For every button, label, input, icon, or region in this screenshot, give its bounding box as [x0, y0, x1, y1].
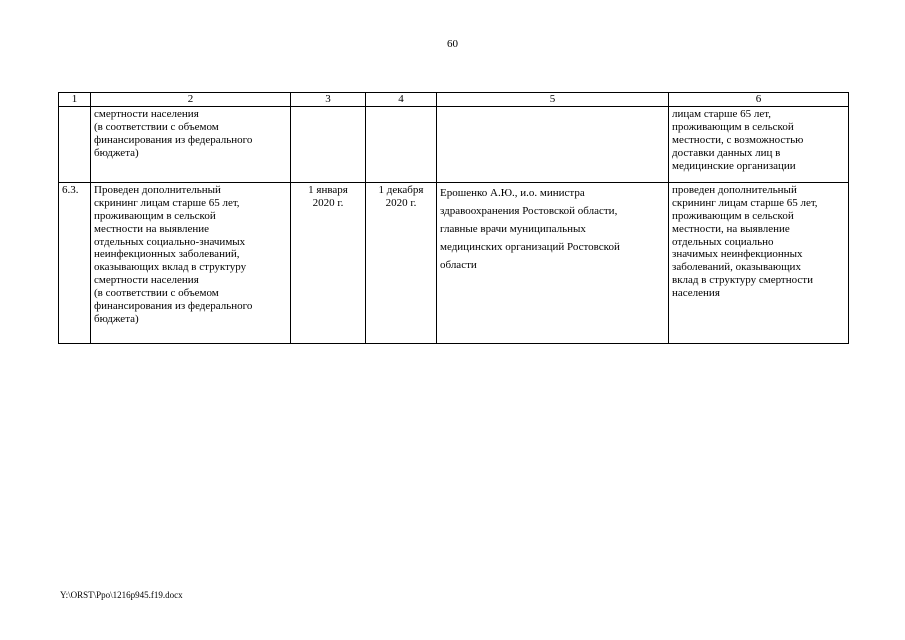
start-date-cell: [291, 106, 366, 182]
header-cell: 5: [437, 93, 669, 107]
event-cell: Проведен дополнительный скрининг лицам старше 65 лет, проживающим в сельской местности на выявление отдельных социально-значимых неинфекционных заболеваний, оказывающих вклад в структуру смертности населения (в соответствии с объемом финансирования из федерального бюджета): [91, 182, 291, 343]
header-cell: 3: [291, 93, 366, 107]
result-cell: лицам старше 65 лет, проживающим в сельской местности, с возможностью доставки данных лиц в медицинские организации: [669, 106, 849, 182]
table-header-row: [59, 93, 849, 107]
start-date-cell: 1 января 2020 г.: [291, 182, 366, 343]
file-path-footer: Y:\ORST\Ppo\1216p945.f19.docx: [60, 590, 183, 600]
end-date-cell: 1 декабря 2020 г.: [366, 182, 437, 343]
header-cell: 4: [366, 93, 437, 107]
header-cell: 6: [669, 93, 849, 107]
header-cell: 1: [59, 93, 91, 107]
result-cell: проведен дополнительный скрининг лицам старше 65 лет, проживающим в сельской местности, на выявление отдельных социально значимых неинфекционных заболеваний, оказывающих вклад в структуру смертности населения: [669, 182, 849, 343]
end-date-cell: [366, 106, 437, 182]
responsible-cell: [437, 106, 669, 182]
header-cell: 2: [91, 93, 291, 107]
row-number-cell: [59, 106, 91, 182]
table-row: [59, 182, 849, 343]
row-number-cell: 6.3.: [59, 182, 91, 343]
page-number: 60: [447, 38, 458, 50]
responsible-cell: Ерошенко А.Ю., и.о. министра здравоохранения Ростовской области, главные врачи муниципальных медицинских организаций Ростовской области: [437, 182, 669, 343]
event-cell: смертности населения (в соответствии с объемом финансирования из федерального бюджета): [91, 106, 291, 182]
table-row: [59, 106, 849, 182]
plan-table: [58, 92, 849, 344]
